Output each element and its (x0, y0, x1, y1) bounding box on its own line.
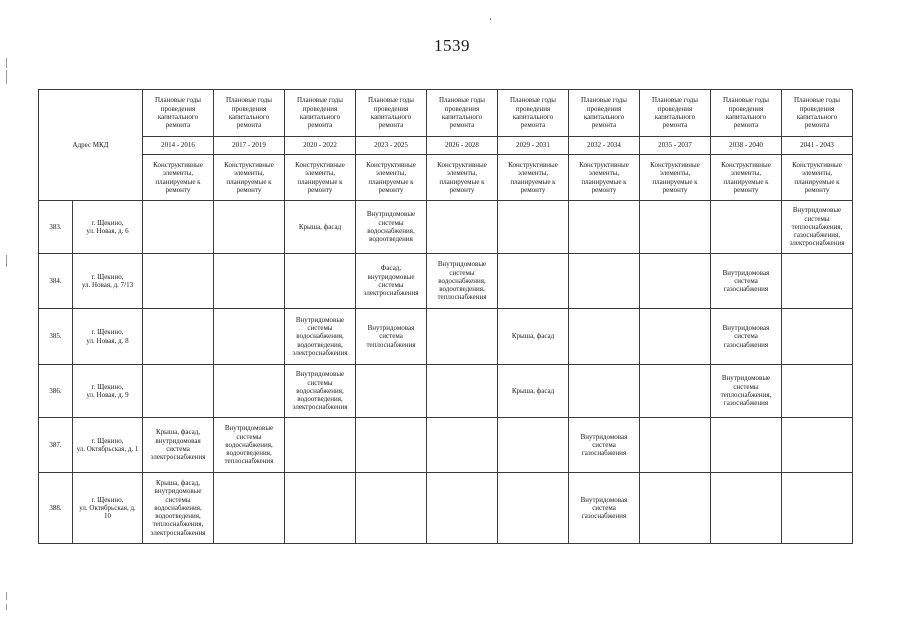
repair-item-cell: Фасад, внутридомовые системы электроснабжения (356, 254, 427, 309)
table-row (39, 365, 853, 418)
repair-item-cell (427, 201, 498, 254)
period-header-cell: Плановые годы проведения капитального ремонта (214, 90, 285, 137)
address-line: ул. Октябрьская, д. 10 (79, 503, 136, 521)
address-header-cell (39, 90, 143, 201)
repair-item-cell (640, 254, 711, 309)
repair-item-cell (427, 418, 498, 473)
repair-item-cell (285, 418, 356, 473)
row-number-cell: 384. (39, 254, 73, 309)
repair-schedule-table (38, 89, 853, 544)
repair-item-cell (711, 418, 782, 473)
repair-item-cell (711, 201, 782, 254)
table-row (39, 473, 853, 544)
elements-header-cell: Конструктивные элементы, планируемые к ремонту (569, 155, 640, 201)
address-line: ул. Новая, д. 7/13 (81, 281, 134, 289)
repair-item-cell: Внутридомовые системы водоснабжения, водоотведения, электроснабжения (285, 309, 356, 365)
repair-item-cell: Внутридомовые системы водоснабжения, водоотведения, электроснабжения (285, 365, 356, 418)
year-range-cell: 2020 - 2022 (285, 137, 356, 155)
repair-item-cell (782, 473, 853, 544)
repair-item-cell (427, 473, 498, 544)
repair-item-cell (356, 365, 427, 418)
repair-item-cell (427, 309, 498, 365)
repair-item-cell: Крыша, фасад (285, 201, 356, 254)
repair-item-cell: Внутридомовые системы водоснабжения, водоотведения, теплоснабжения (427, 254, 498, 309)
period-header-cell: Плановые годы проведения капитального ремонта (356, 90, 427, 137)
repair-item-cell (214, 365, 285, 418)
scan-margin-mark (6, 255, 7, 267)
repair-item-cell (143, 365, 214, 418)
year-range-cell: 2035 - 2037 (640, 137, 711, 155)
repair-item-cell: Внутридомовая система теплоснабжения (356, 309, 427, 365)
repair-item-cell (640, 418, 711, 473)
period-header-cell: Плановые годы проведения капитального ремонта (143, 90, 214, 137)
address-line: ул. Октябрьская, д. 1 (76, 445, 139, 453)
elements-header-cell: Конструктивные элементы, планируемые к ремонту (498, 155, 569, 201)
period-header-cell: Плановые годы проведения капитального ремонта (498, 90, 569, 137)
repair-item-cell (569, 309, 640, 365)
address-line: г. Щекино, (91, 328, 124, 337)
repair-item-cell (356, 473, 427, 544)
address-line: ул. Новая, д. 9 (86, 391, 129, 399)
repair-item-cell (498, 473, 569, 544)
address-line: ул. Новая, д. 8 (86, 336, 129, 345)
year-range-cell: 2014 - 2016 (143, 137, 214, 155)
repair-item-cell (214, 309, 285, 365)
repair-item-cell (285, 473, 356, 544)
address-cell (73, 309, 143, 365)
row-number-cell: 388. (39, 473, 73, 544)
repair-item-cell (640, 365, 711, 418)
table-row (39, 254, 853, 309)
repair-item-cell: Внутридомовые системы теплоснабжения, газоснабжения, электроснабжения (782, 201, 853, 254)
period-header-cell: Плановые годы проведения капитального ремонта (285, 90, 356, 137)
repair-item-cell (498, 201, 569, 254)
period-header-cell: Плановые годы проведения капитального ремонта (427, 90, 498, 137)
scan-margin-mark (6, 70, 7, 84)
table-row (39, 309, 853, 365)
address-line: г. Щекино, (91, 495, 124, 504)
repair-item-cell (640, 309, 711, 365)
address-line: г. Щекино, (91, 218, 124, 227)
repair-item-cell: Внутридомовые системы теплоснабжения, газоснабжения (711, 365, 782, 418)
address-line: г. Щекино, (91, 382, 124, 391)
repair-item-cell (782, 254, 853, 309)
scan-margin-mark (6, 592, 7, 600)
period-header-cell: Плановые годы проведения капитального ремонта (640, 90, 711, 137)
repair-item-cell (498, 418, 569, 473)
elements-header-cell: Конструктивные элементы, планируемые к ремонту (143, 155, 214, 201)
repair-item-cell: Внутридомовая система газоснабжения (569, 418, 640, 473)
elements-header-cell: Конструктивные элементы, планируемые к ремонту (427, 155, 498, 201)
address-line: г. Щекино, (91, 436, 124, 445)
year-range-cell: 2038 - 2040 (711, 137, 782, 155)
year-range-cell: 2032 - 2034 (569, 137, 640, 155)
address-line: ул. Новая, д. 6 (86, 227, 129, 235)
elements-header-cell: Конструктивные элементы, планируемые к ремонту (356, 155, 427, 201)
row-number-cell: 387. (39, 418, 73, 473)
repair-item-cell: Внутридомовые системы водоснабжения, водоотведения (356, 201, 427, 254)
address-cell (73, 473, 143, 544)
repair-item-cell (356, 418, 427, 473)
address-cell (73, 201, 143, 254)
elements-header-cell: Конструктивные элементы, планируемые к ремонту (711, 155, 782, 201)
repair-item-cell (498, 254, 569, 309)
period-header-cell: Плановые годы проведения капитального ремонта (782, 90, 853, 137)
table-row (39, 201, 853, 254)
scan-margin-mark (6, 604, 7, 610)
header-years-row (39, 137, 853, 155)
repair-item-cell (569, 201, 640, 254)
repair-item-cell (143, 254, 214, 309)
repair-item-cell: Внутридомовая система газоснабжения (711, 309, 782, 365)
header-period-row (39, 90, 853, 137)
repair-item-cell (214, 254, 285, 309)
row-number-cell: 386. (39, 365, 73, 418)
table-row (39, 418, 853, 473)
repair-item-cell: Крыша, фасад (498, 309, 569, 365)
address-header-label: Адрес МКД (72, 140, 109, 149)
address-cell (73, 254, 143, 309)
row-number-cell: 383. (39, 201, 73, 254)
period-header-cell: Плановые годы проведения капитального ремонта (711, 90, 782, 137)
header-elements-row (39, 155, 853, 201)
repair-item-cell: Внутридомовая система газоснабжения (711, 254, 782, 309)
page-number: 1539 (434, 36, 470, 55)
year-range-cell: 2023 - 2025 (356, 137, 427, 155)
period-header-cell: Плановые годы проведения капитального ремонта (569, 90, 640, 137)
repair-item-cell (782, 418, 853, 473)
repair-item-cell (711, 473, 782, 544)
year-range-cell: 2017 - 2019 (214, 137, 285, 155)
year-range-cell: 2029 - 2031 (498, 137, 569, 155)
repair-item-cell (782, 309, 853, 365)
repair-item-cell (143, 201, 214, 254)
elements-header-cell: Конструктивные элементы, планируемые к ремонту (640, 155, 711, 201)
repair-item-cell (569, 254, 640, 309)
address-line: г. Щекино, (91, 272, 124, 281)
repair-item-cell (285, 254, 356, 309)
repair-item-cell: Крыша, фасад (498, 365, 569, 418)
repair-item-cell (569, 365, 640, 418)
address-cell (73, 418, 143, 473)
year-range-cell: 2026 - 2028 (427, 137, 498, 155)
repair-item-cell: Крыша, фасад, внутридомовая система электроснабжения (143, 418, 214, 473)
year-range-cell: 2041 - 2043 (782, 137, 853, 155)
scan-speck (490, 18, 491, 20)
repair-item-cell (640, 473, 711, 544)
elements-header-cell: Конструктивные элементы, планируемые к ремонту (214, 155, 285, 201)
repair-item-cell (782, 365, 853, 418)
repair-item-cell (214, 473, 285, 544)
row-number-cell: 385. (39, 309, 73, 365)
address-cell (73, 365, 143, 418)
repair-item-cell (427, 365, 498, 418)
repair-item-cell: Внутридомовые системы водоснабжения, водоотведения, теплоснабжения (214, 418, 285, 473)
elements-header-cell: Конструктивные элементы, планируемые к ремонту (782, 155, 853, 201)
table-body (39, 90, 853, 544)
scan-margin-mark (6, 58, 7, 68)
repair-item-cell (143, 309, 214, 365)
repair-item-cell: Крыша, фасад, внутридомовые системы водоснабжения, водоотведения, теплоснабжения, электроснабжения (143, 473, 214, 544)
repair-item-cell (640, 201, 711, 254)
repair-item-cell: Внутридомовая система газоснабжения (569, 473, 640, 544)
elements-header-cell: Конструктивные элементы, планируемые к ремонту (285, 155, 356, 201)
repair-item-cell (214, 201, 285, 254)
